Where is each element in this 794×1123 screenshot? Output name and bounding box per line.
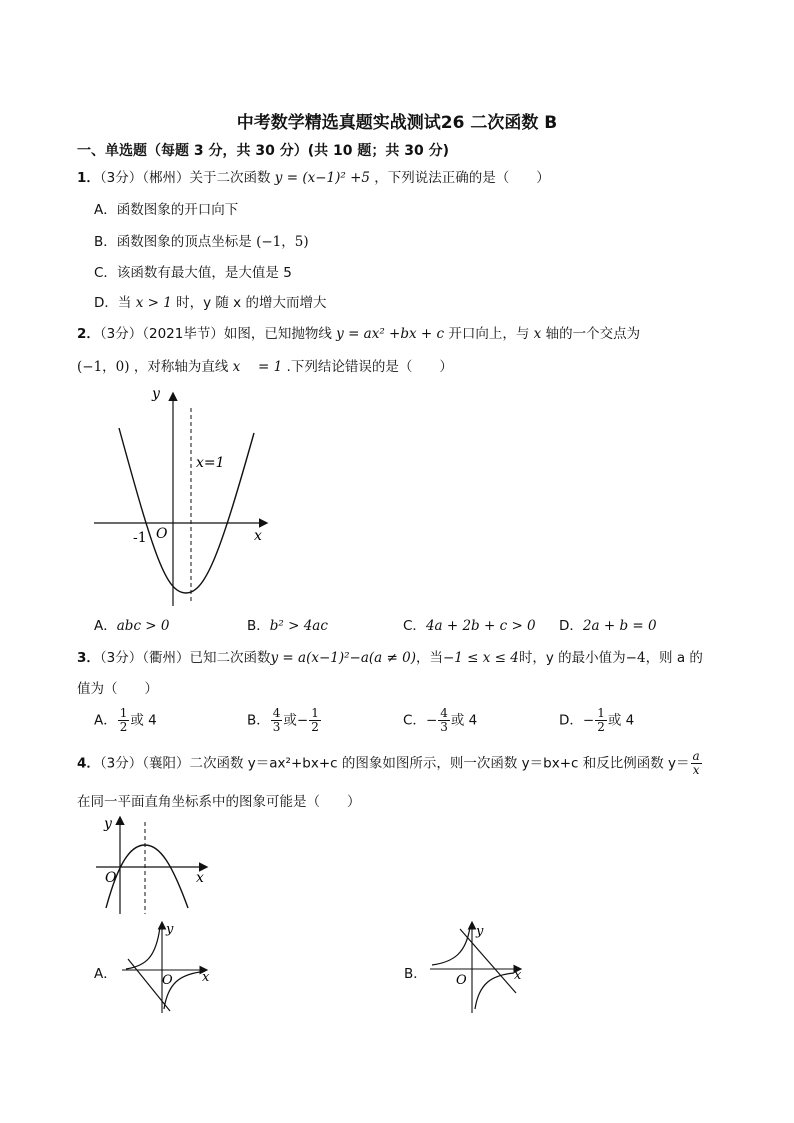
option-math: b² > 4ac bbox=[269, 618, 328, 634]
stem-text: ，则 a 的 bbox=[645, 650, 703, 666]
formula: y = (x−1)² +5 bbox=[274, 170, 370, 186]
minus-sign: − bbox=[582, 712, 595, 729]
option-label: D． bbox=[559, 618, 583, 634]
y-axis-label: y bbox=[152, 386, 160, 402]
question-number: 3． bbox=[77, 650, 100, 666]
stem-text: 时，y 的最小值为 bbox=[518, 650, 626, 666]
option-math: 4a + 2b + c > 0 bbox=[425, 618, 536, 634]
q1-option-a: A．函数图象的开口向下 bbox=[94, 202, 239, 218]
fraction bbox=[595, 707, 607, 734]
question-2-stem-line2 bbox=[77, 355, 453, 375]
q1-option-b bbox=[94, 230, 309, 250]
point: (−1，0) bbox=[77, 359, 130, 375]
question-score: （3分） bbox=[99, 650, 143, 666]
question-source: （衢州） bbox=[142, 650, 190, 666]
stem-text: 开口向上，与 bbox=[444, 326, 534, 342]
origin-label: O bbox=[162, 973, 173, 988]
y-axis-label: y bbox=[104, 816, 112, 832]
question-source: （2021毕节） bbox=[142, 326, 224, 342]
q2-parabola-graph bbox=[88, 380, 278, 610]
option-label: B． bbox=[247, 712, 270, 729]
formula: y = ax² +bx + c bbox=[336, 326, 445, 342]
option-math: x > 1 bbox=[135, 295, 172, 311]
question-score: （3分） bbox=[99, 170, 143, 186]
fraction bbox=[309, 707, 321, 734]
q4-option-b-graph[interactable] bbox=[426, 917, 531, 1017]
option-text: 或 4 bbox=[130, 712, 157, 729]
option-math: (−1，5) bbox=[256, 234, 309, 250]
q2-option-d bbox=[559, 614, 657, 634]
question-number: 4． bbox=[77, 755, 100, 772]
q3-option-c bbox=[403, 707, 477, 734]
option-label: A． bbox=[94, 618, 117, 634]
question-3-stem-line2: 值为（ ） bbox=[77, 681, 158, 697]
fraction bbox=[118, 707, 130, 734]
page-title: 中考数学精选真题实战测试26 二次函数 B bbox=[236, 113, 558, 133]
question-score: （3分） bbox=[99, 755, 143, 772]
parabola-curve bbox=[106, 845, 188, 908]
y-axis-label: y bbox=[166, 922, 174, 937]
q3-option-b bbox=[247, 707, 322, 734]
numerator: 1 bbox=[597, 706, 605, 720]
q2-option-b bbox=[247, 614, 328, 634]
numerator: 1 bbox=[311, 706, 319, 720]
x-axis-label: x bbox=[514, 968, 522, 983]
q4-option-a-graph[interactable] bbox=[118, 917, 223, 1017]
stem-text: ，当 bbox=[415, 650, 443, 666]
stem-text: ，对称轴为直线 bbox=[129, 359, 233, 375]
x-axis-label: x bbox=[254, 528, 262, 544]
origin-label: O bbox=[156, 526, 168, 542]
section-heading: 一、单选题（每题 3 分，共 30 分）(共 10 题；共 30 分) bbox=[77, 143, 449, 159]
q3-option-a bbox=[94, 707, 157, 734]
question-2-stem bbox=[77, 322, 640, 342]
origin-label: O bbox=[105, 870, 117, 886]
option-label: C． bbox=[403, 712, 426, 729]
hyperbola-branch-upper-left bbox=[432, 927, 470, 965]
stem-text: 已知二次函数 bbox=[189, 650, 271, 666]
option-label: C． bbox=[403, 618, 426, 634]
q2-option-a bbox=[94, 614, 169, 634]
question-number: 2． bbox=[77, 326, 100, 342]
formula: y = a(x−1)²−a(a ≠ 0) bbox=[270, 650, 416, 666]
option-text: 或 4 bbox=[450, 712, 478, 729]
numerator: 4 bbox=[272, 706, 281, 720]
option-label: A． bbox=[94, 712, 117, 729]
option-label: B． bbox=[247, 618, 270, 634]
q4-option-a-label[interactable]: A． bbox=[94, 966, 117, 982]
option-text: 或 4 bbox=[607, 712, 635, 729]
axis-of-symmetry-label: x=1 bbox=[196, 455, 225, 471]
hyperbola-branch-lower-right bbox=[475, 973, 514, 1009]
stem-text: 如图，已知抛物线 bbox=[223, 326, 337, 342]
linear-function-line bbox=[460, 929, 516, 993]
x-axis-label: x bbox=[196, 870, 204, 886]
x-axis-label: x bbox=[202, 970, 210, 985]
denominator: 2 bbox=[119, 720, 128, 734]
fraction bbox=[271, 707, 283, 734]
question-number: 1． bbox=[77, 170, 100, 186]
option-math: 2a + b = 0 bbox=[582, 618, 657, 634]
y-axis-label: y bbox=[476, 924, 484, 939]
variable: x bbox=[533, 326, 542, 342]
q2-option-c bbox=[403, 614, 536, 634]
denominator: 3 bbox=[272, 720, 281, 734]
parabola-curve bbox=[119, 428, 254, 593]
option-text: 或− bbox=[283, 712, 309, 729]
option-text: 时，y 随 x 的增大而增大 bbox=[171, 295, 327, 311]
q3-option-d bbox=[559, 707, 634, 734]
option-text: D．当 bbox=[94, 295, 136, 311]
stem-text: 二次函数 y＝ax²+bx+c 的图象如图所示，则一次函数 y＝bx+c 和反比例函数 y＝ bbox=[189, 755, 690, 772]
numerator: 1 bbox=[119, 706, 128, 720]
stem-text: .下列结论错误的是（ ） bbox=[282, 359, 453, 375]
option-math: abc > 0 bbox=[116, 618, 170, 634]
stem-text: 关于二次函数 bbox=[189, 170, 275, 186]
denominator: 2 bbox=[311, 720, 319, 734]
numerator: a bbox=[692, 749, 700, 763]
question-1-stem bbox=[77, 166, 550, 186]
stem-text: ，下列说法正确的是（ ） bbox=[369, 170, 550, 186]
stem-text: 轴的一个交点为 bbox=[541, 326, 641, 342]
question-3-stem bbox=[77, 646, 703, 666]
q1-option-d bbox=[94, 291, 326, 311]
fraction bbox=[438, 707, 450, 734]
question-4-stem-line2: 在同一平面直角坐标系中的图象可能是（ ） bbox=[77, 794, 361, 810]
origin-label: O bbox=[456, 973, 467, 988]
q4-parabola-graph bbox=[88, 812, 218, 917]
question-source: （襄阳） bbox=[142, 755, 190, 772]
q1-option-c: C．该函数有最大值，是大值是 5 bbox=[94, 265, 292, 281]
min-value: −4 bbox=[625, 650, 646, 666]
axis-equation: x = 1 bbox=[232, 359, 283, 375]
question-score: （3分） bbox=[99, 326, 143, 342]
q4-option-b-label[interactable]: B． bbox=[404, 966, 427, 982]
option-label: D． bbox=[559, 712, 583, 729]
question-4-stem bbox=[77, 750, 703, 777]
denominator: 2 bbox=[597, 720, 605, 734]
denominator: x bbox=[692, 763, 700, 777]
minus-sign: − bbox=[425, 712, 438, 729]
option-text: B．函数图象的顶点坐标是 bbox=[94, 234, 257, 250]
fraction bbox=[691, 750, 702, 777]
numerator: 4 bbox=[440, 706, 448, 720]
question-source: （郴州） bbox=[142, 170, 190, 186]
denominator: 3 bbox=[440, 720, 448, 734]
neg-one-label: -1 bbox=[133, 530, 147, 546]
range: −1 ≤ x ≤ 4 bbox=[442, 650, 519, 666]
